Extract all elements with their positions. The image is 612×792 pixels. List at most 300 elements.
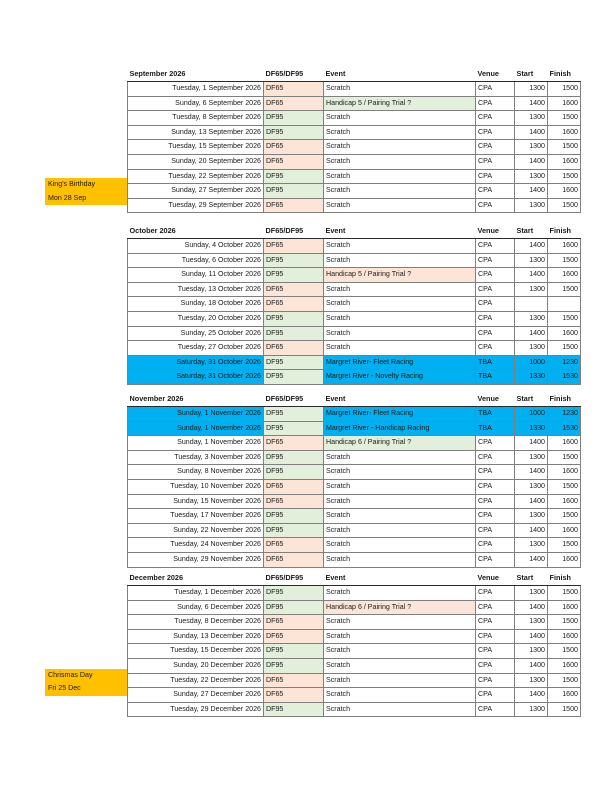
cell-venue: CPA: [476, 450, 515, 465]
cell-class: DF95: [264, 658, 324, 673]
month-block: [45, 225, 578, 385]
cell-start: 1400: [515, 184, 548, 199]
cell-venue: CPA: [476, 297, 515, 312]
cell-class: DF95: [264, 253, 324, 268]
cell-venue: CPA: [476, 494, 515, 509]
cell-class: DF95: [264, 111, 324, 126]
cell-date: Sunday, 8 November 2026: [128, 465, 264, 480]
cell-date: Sunday, 18 October 2026: [128, 297, 264, 312]
cell-start: 1000: [515, 355, 548, 370]
cell-date: Tuesday, 29 December 2026: [128, 702, 264, 717]
cell-finish: 1500: [548, 140, 581, 155]
cell-finish: 1500: [548, 311, 581, 326]
cell-event: Scratch: [324, 538, 476, 553]
cell-class: DF95: [264, 125, 324, 140]
cell-start: [515, 297, 548, 312]
cell-event: Scratch: [324, 465, 476, 480]
cell-date: Tuesday, 13 October 2026: [128, 282, 264, 297]
column-header-venue: Venue: [476, 68, 515, 82]
cell-venue: TBA: [476, 421, 515, 436]
cell-event: Scratch: [324, 673, 476, 688]
cell-date: Tuesday, 15 September 2026: [128, 140, 264, 155]
month-heading: October 2026: [128, 225, 264, 239]
column-header-event: Event: [324, 225, 476, 239]
cell-venue: CPA: [476, 673, 515, 688]
cell-venue: CPA: [476, 341, 515, 356]
cell-event: Scratch: [324, 282, 476, 297]
cell-venue: CPA: [476, 96, 515, 111]
cell-date: Sunday, 6 September 2026: [128, 96, 264, 111]
cell-class: DF95: [264, 450, 324, 465]
cell-event: Scratch: [324, 239, 476, 254]
table-row[interactable]: [128, 658, 581, 673]
column-header-event: Event: [324, 572, 476, 586]
table-row[interactable]: [128, 125, 581, 140]
cell-event: Scratch: [324, 82, 476, 97]
column-header-finish: Finish: [548, 225, 581, 239]
cell-date: Tuesday, 1 December 2026: [128, 586, 264, 601]
cell-class: DF95: [264, 355, 324, 370]
month-schedule-table: [127, 225, 581, 385]
cell-class: DF95: [264, 509, 324, 524]
holiday-note: [45, 178, 127, 205]
cell-venue: CPA: [476, 702, 515, 717]
cell-date: Tuesday, 8 September 2026: [128, 111, 264, 126]
table-row[interactable]: [128, 96, 581, 111]
holiday-note-date: Mon 28 Sep: [48, 193, 87, 202]
table-header-row: [128, 68, 581, 82]
cell-event: Margret River - Novelty Racing: [324, 370, 476, 385]
table-row[interactable]: [128, 509, 581, 524]
table-row[interactable]: [128, 615, 581, 630]
cell-class: DF65: [264, 629, 324, 644]
cell-event: Handicap 6 / Pairing Trial ?: [324, 600, 476, 615]
cell-finish: 1600: [548, 629, 581, 644]
cell-event: Scratch: [324, 523, 476, 538]
table-row[interactable]: [128, 198, 581, 213]
cell-event: Scratch: [324, 198, 476, 213]
cell-class: DF95: [264, 407, 324, 422]
cell-date: Tuesday, 20 October 2026: [128, 311, 264, 326]
cell-date: Sunday, 1 November 2026: [128, 407, 264, 422]
cell-class: DF95: [264, 311, 324, 326]
cell-date: Sunday, 15 November 2026: [128, 494, 264, 509]
cell-start: 1300: [515, 702, 548, 717]
cell-class: DF65: [264, 615, 324, 630]
cell-start: 1300: [515, 673, 548, 688]
cell-date: Saturday, 31 October 2026: [128, 370, 264, 385]
cell-event: Handicap 5 / Pairing Trial ?: [324, 96, 476, 111]
cell-class: DF65: [264, 154, 324, 169]
column-header-start: Start: [515, 225, 548, 239]
table-row[interactable]: [128, 644, 581, 659]
cell-venue: CPA: [476, 154, 515, 169]
holiday-note-name: King's Birthday: [48, 180, 96, 189]
cell-venue: CPA: [476, 125, 515, 140]
table-row[interactable]: [128, 169, 581, 184]
cell-date: Saturday, 31 October 2026: [128, 355, 264, 370]
cell-date: Tuesday, 1 September 2026: [128, 82, 264, 97]
cell-event: Scratch: [324, 184, 476, 199]
cell-class: DF65: [264, 198, 324, 213]
cell-date: Tuesday, 6 October 2026: [128, 253, 264, 268]
table-row[interactable]: [128, 82, 581, 97]
column-header-finish: Finish: [548, 393, 581, 407]
cell-date: Tuesday, 24 November 2026: [128, 538, 264, 553]
column-header-class: DF65/DF95: [264, 225, 324, 239]
cell-venue: CPA: [476, 239, 515, 254]
table-row[interactable]: [128, 538, 581, 553]
cell-venue: CPA: [476, 253, 515, 268]
cell-class: DF95: [264, 586, 324, 601]
cell-event: Scratch: [324, 341, 476, 356]
cell-start: 1330: [515, 370, 548, 385]
cell-start: 1300: [515, 311, 548, 326]
cell-date: Sunday, 11 October 2026: [128, 268, 264, 283]
cell-finish: 1500: [548, 253, 581, 268]
cell-event: Handicap 6 / Pairing Trial ?: [324, 436, 476, 451]
cell-event: Margret River- Fleet Racing: [324, 407, 476, 422]
cell-venue: CPA: [476, 629, 515, 644]
cell-venue: TBA: [476, 370, 515, 385]
cell-finish: 1500: [548, 341, 581, 356]
cell-start: 1300: [515, 479, 548, 494]
cell-finish: 1500: [548, 198, 581, 213]
cell-finish: 1600: [548, 326, 581, 341]
cell-finish: 1530: [548, 421, 581, 436]
cell-class: DF65: [264, 282, 324, 297]
cell-start: 1300: [515, 111, 548, 126]
cell-start: 1400: [515, 125, 548, 140]
table-row[interactable]: [128, 311, 581, 326]
cell-date: Sunday, 22 November 2026: [128, 523, 264, 538]
cell-finish: 1500: [548, 479, 581, 494]
cell-venue: CPA: [476, 523, 515, 538]
cell-event: Scratch: [324, 688, 476, 703]
cell-finish: 1230: [548, 355, 581, 370]
cell-finish: 1500: [548, 82, 581, 97]
column-header-class: DF65/DF95: [264, 393, 324, 407]
cell-finish: 1600: [548, 268, 581, 283]
cell-venue: CPA: [476, 509, 515, 524]
cell-date: Tuesday, 3 November 2026: [128, 450, 264, 465]
table-row[interactable]: [128, 268, 581, 283]
cell-venue: CPA: [476, 198, 515, 213]
table-row[interactable]: [128, 407, 581, 422]
column-header-class: DF65/DF95: [264, 572, 324, 586]
column-header-start: Start: [515, 572, 548, 586]
cell-event: Scratch: [324, 658, 476, 673]
cell-venue: CPA: [476, 615, 515, 630]
cell-class: DF65: [264, 297, 324, 312]
cell-date: Sunday, 25 October 2026: [128, 326, 264, 341]
cell-date: Tuesday, 8 December 2026: [128, 615, 264, 630]
table-row[interactable]: [128, 370, 581, 385]
month-block: [45, 572, 578, 717]
cell-start: 1300: [515, 282, 548, 297]
table-row[interactable]: [128, 494, 581, 509]
cell-date: Tuesday, 22 September 2026: [128, 169, 264, 184]
table-row[interactable]: [128, 629, 581, 644]
table-row[interactable]: [128, 673, 581, 688]
table-header-row: [128, 225, 581, 239]
cell-event: Scratch: [324, 629, 476, 644]
cell-venue: CPA: [476, 326, 515, 341]
cell-venue: CPA: [476, 169, 515, 184]
cell-date: Sunday, 20 September 2026: [128, 154, 264, 169]
cell-finish: 1500: [548, 644, 581, 659]
cell-start: 1300: [515, 615, 548, 630]
table-row[interactable]: [128, 253, 581, 268]
table-row[interactable]: [128, 282, 581, 297]
table-row[interactable]: [128, 479, 581, 494]
cell-date: Sunday, 1 November 2026: [128, 436, 264, 451]
cell-event: Scratch: [324, 311, 476, 326]
column-header-venue: Venue: [476, 572, 515, 586]
month-schedule-table: [127, 572, 581, 717]
cell-class: DF65: [264, 341, 324, 356]
column-header-venue: Venue: [476, 393, 515, 407]
table-row[interactable]: [128, 465, 581, 480]
cell-event: Scratch: [324, 479, 476, 494]
column-header-finish: Finish: [548, 68, 581, 82]
cell-start: 1400: [515, 688, 548, 703]
cell-start: 1400: [515, 523, 548, 538]
cell-class: DF65: [264, 82, 324, 97]
table-row[interactable]: [128, 552, 581, 567]
cell-venue: CPA: [476, 184, 515, 199]
cell-event: Handicap 5 / Pairing Trial ?: [324, 268, 476, 283]
holiday-note-date: Fri 25 Dec: [48, 684, 81, 693]
cell-class: DF65: [264, 239, 324, 254]
cell-class: DF95: [264, 702, 324, 717]
month-block: [45, 68, 578, 213]
cell-event: Scratch: [324, 111, 476, 126]
table-row[interactable]: [128, 184, 581, 199]
month-schedule-table: [127, 393, 581, 568]
month-heading: November 2026: [128, 393, 264, 407]
cell-venue: CPA: [476, 586, 515, 601]
column-header-event: Event: [324, 68, 476, 82]
cell-start: 1300: [515, 644, 548, 659]
cell-finish: 1500: [548, 282, 581, 297]
month-heading: September 2026: [128, 68, 264, 82]
cell-class: DF65: [264, 140, 324, 155]
cell-start: 1400: [515, 154, 548, 169]
cell-date: Sunday, 13 December 2026: [128, 629, 264, 644]
cell-event: Margret River - Handicap Racing: [324, 421, 476, 436]
cell-date: Sunday, 29 November 2026: [128, 552, 264, 567]
cell-finish: 1600: [548, 436, 581, 451]
cell-venue: CPA: [476, 282, 515, 297]
month-block: [45, 393, 578, 568]
cell-start: 1300: [515, 169, 548, 184]
cell-class: DF95: [264, 600, 324, 615]
cell-venue: CPA: [476, 268, 515, 283]
table-row[interactable]: [128, 297, 581, 312]
cell-class: DF95: [264, 184, 324, 199]
table-row[interactable]: [128, 239, 581, 254]
column-header-class: DF65/DF95: [264, 68, 324, 82]
cell-date: Sunday, 13 September 2026: [128, 125, 264, 140]
cell-start: 1300: [515, 586, 548, 601]
cell-finish: 1600: [548, 154, 581, 169]
cell-event: Scratch: [324, 326, 476, 341]
cell-event: Scratch: [324, 509, 476, 524]
cell-date: Tuesday, 27 October 2026: [128, 341, 264, 356]
table-row[interactable]: [128, 436, 581, 451]
cell-start: 1300: [515, 450, 548, 465]
cell-finish: 1600: [548, 552, 581, 567]
cell-finish: 1500: [548, 450, 581, 465]
cell-venue: CPA: [476, 140, 515, 155]
cell-start: 1300: [515, 253, 548, 268]
cell-date: Sunday, 20 December 2026: [128, 658, 264, 673]
cell-start: 1400: [515, 552, 548, 567]
table-row[interactable]: [128, 140, 581, 155]
cell-event: Scratch: [324, 154, 476, 169]
cell-date: Sunday, 1 November 2026: [128, 421, 264, 436]
cell-start: 1400: [515, 96, 548, 111]
cell-event: Scratch: [324, 615, 476, 630]
cell-finish: [548, 297, 581, 312]
cell-event: Scratch: [324, 253, 476, 268]
table-row[interactable]: [128, 688, 581, 703]
cell-venue: CPA: [476, 600, 515, 615]
cell-start: 1400: [515, 600, 548, 615]
cell-date: Tuesday, 22 December 2026: [128, 673, 264, 688]
cell-start: 1300: [515, 509, 548, 524]
cell-start: 1300: [515, 538, 548, 553]
cell-finish: 1230: [548, 407, 581, 422]
cell-date: Tuesday, 10 November 2026: [128, 479, 264, 494]
cell-start: 1400: [515, 268, 548, 283]
table-row[interactable]: [128, 600, 581, 615]
cell-venue: TBA: [476, 355, 515, 370]
cell-start: 1400: [515, 326, 548, 341]
cell-finish: 1600: [548, 239, 581, 254]
cell-finish: 1500: [548, 538, 581, 553]
cell-event: Scratch: [324, 644, 476, 659]
cell-finish: 1600: [548, 184, 581, 199]
cell-venue: CPA: [476, 479, 515, 494]
column-header-start: Start: [515, 68, 548, 82]
cell-start: 1300: [515, 82, 548, 97]
cell-venue: CPA: [476, 644, 515, 659]
cell-start: 1400: [515, 436, 548, 451]
cell-class: DF65: [264, 96, 324, 111]
table-header-row: [128, 572, 581, 586]
column-header-start: Start: [515, 393, 548, 407]
table-row[interactable]: [128, 450, 581, 465]
cell-venue: CPA: [476, 311, 515, 326]
cell-class: DF65: [264, 436, 324, 451]
cell-finish: 1600: [548, 600, 581, 615]
cell-venue: CPA: [476, 465, 515, 480]
cell-start: 1400: [515, 239, 548, 254]
cell-start: 1400: [515, 465, 548, 480]
cell-class: DF65: [264, 688, 324, 703]
cell-event: Scratch: [324, 125, 476, 140]
holiday-note-name: Chrismas Day: [48, 670, 93, 679]
cell-event: Margret River- Fleet Racing: [324, 355, 476, 370]
cell-class: DF95: [264, 326, 324, 341]
table-row[interactable]: [128, 702, 581, 717]
cell-class: DF95: [264, 169, 324, 184]
cell-start: 1300: [515, 198, 548, 213]
cell-finish: 1500: [548, 586, 581, 601]
cell-finish: 1600: [548, 523, 581, 538]
cell-event: Scratch: [324, 552, 476, 567]
table-row[interactable]: [128, 341, 581, 356]
column-header-venue: Venue: [476, 225, 515, 239]
cell-date: Tuesday, 29 September 2026: [128, 198, 264, 213]
month-heading: December 2026: [128, 572, 264, 586]
cell-finish: 1500: [548, 615, 581, 630]
cell-event: Scratch: [324, 140, 476, 155]
table-header-row: [128, 393, 581, 407]
cell-date: Tuesday, 17 November 2026: [128, 509, 264, 524]
cell-class: DF95: [264, 644, 324, 659]
cell-class: DF65: [264, 479, 324, 494]
table-row[interactable]: [128, 154, 581, 169]
cell-start: 1300: [515, 140, 548, 155]
cell-venue: CPA: [476, 552, 515, 567]
cell-start: 1300: [515, 341, 548, 356]
cell-finish: 1600: [548, 125, 581, 140]
holiday-note: [45, 669, 127, 696]
cell-finish: 1500: [548, 169, 581, 184]
month-schedule-table: [127, 68, 581, 213]
cell-date: Tuesday, 15 December 2026: [128, 644, 264, 659]
cell-date: Sunday, 6 December 2026: [128, 600, 264, 615]
cell-class: DF65: [264, 538, 324, 553]
table-row[interactable]: [128, 586, 581, 601]
column-header-finish: Finish: [548, 572, 581, 586]
cell-venue: CPA: [476, 111, 515, 126]
cell-event: Scratch: [324, 494, 476, 509]
cell-class: DF95: [264, 465, 324, 480]
cell-class: DF95: [264, 370, 324, 385]
cell-finish: 1500: [548, 673, 581, 688]
cell-event: Scratch: [324, 169, 476, 184]
table-row[interactable]: [128, 421, 581, 436]
cell-start: 1400: [515, 658, 548, 673]
cell-finish: 1530: [548, 370, 581, 385]
cell-class: DF65: [264, 673, 324, 688]
table-row[interactable]: [128, 523, 581, 538]
cell-date: Sunday, 27 September 2026: [128, 184, 264, 199]
cell-finish: 1600: [548, 658, 581, 673]
cell-finish: 1600: [548, 465, 581, 480]
cell-venue: TBA: [476, 407, 515, 422]
cell-venue: CPA: [476, 436, 515, 451]
cell-start: 1330: [515, 421, 548, 436]
cell-class: DF95: [264, 268, 324, 283]
cell-date: Sunday, 4 October 2026: [128, 239, 264, 254]
cell-class: DF95: [264, 523, 324, 538]
cell-finish: 1600: [548, 96, 581, 111]
cell-venue: CPA: [476, 658, 515, 673]
cell-start: 1400: [515, 494, 548, 509]
cell-finish: 1500: [548, 509, 581, 524]
cell-class: DF95: [264, 421, 324, 436]
table-row[interactable]: [128, 355, 581, 370]
cell-class: DF65: [264, 552, 324, 567]
table-row[interactable]: [128, 326, 581, 341]
cell-start: 1400: [515, 629, 548, 644]
table-row[interactable]: [128, 111, 581, 126]
